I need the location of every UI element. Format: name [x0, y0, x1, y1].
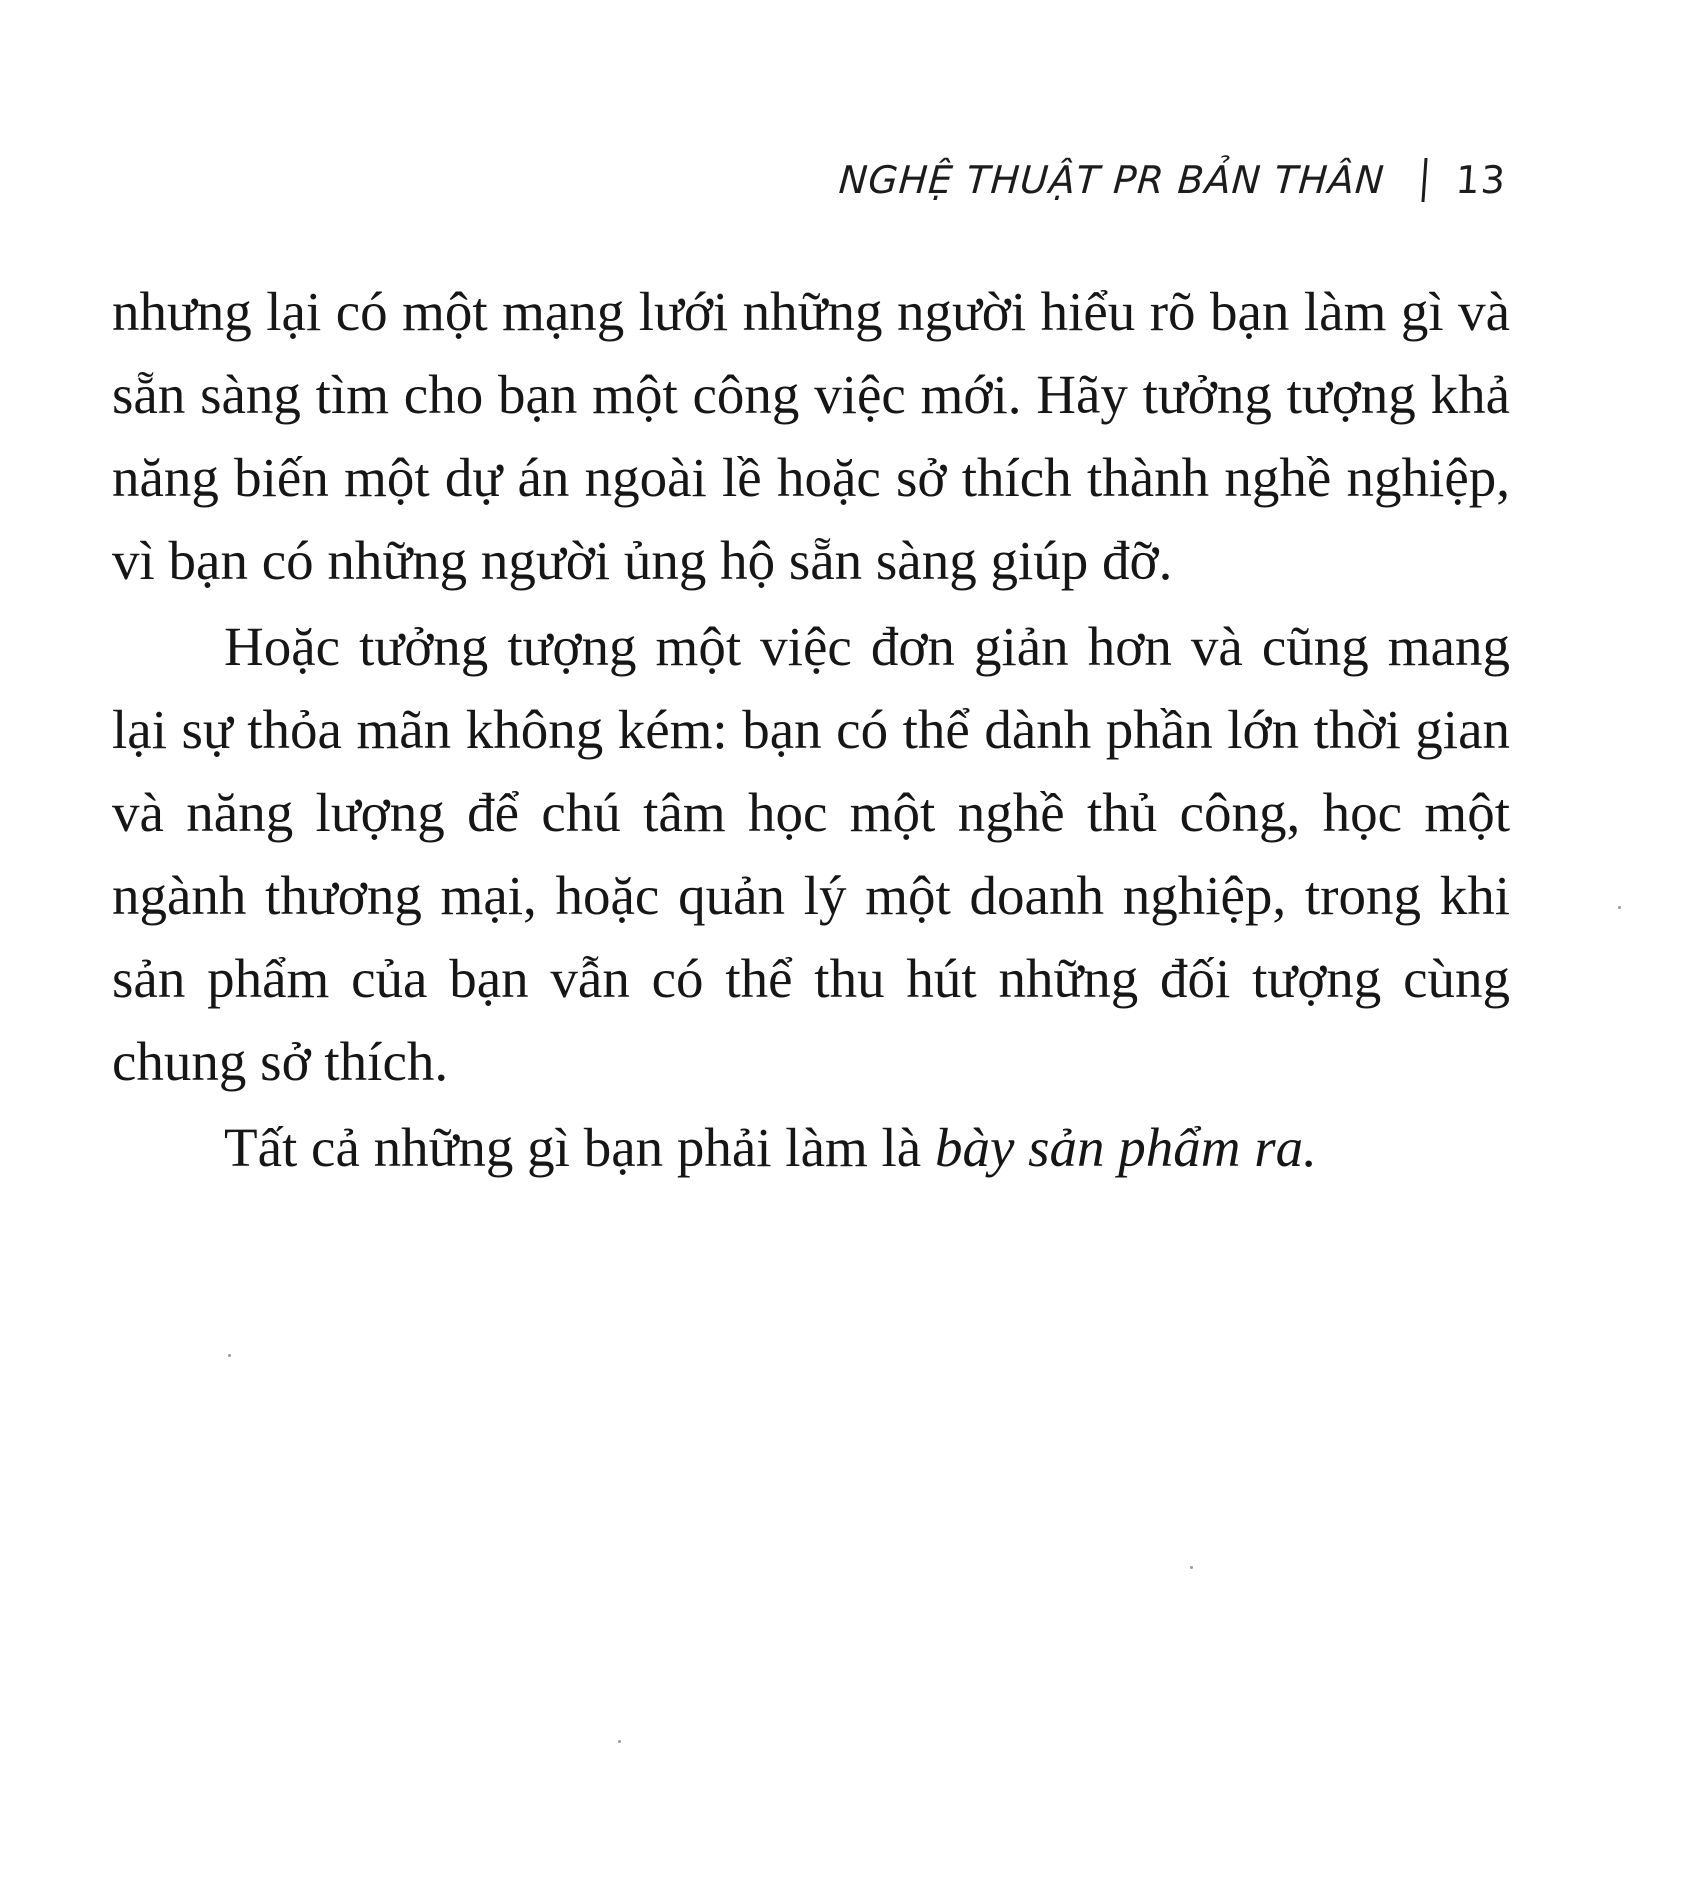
paragraph-2: Hoặc tưởng tượng một việc đơn giản hơn và cũng mang lại sự thỏa mãn không kém: bạn có thể dành phần lớn thời gian và năng lượng để chú tâm học một nghề thủ công, học một ngành thương mại, hoặc quản lý một doanh nghiệp, trong khi sản phẩm của bạn vẫn có thể thu hút những đối tượng cùng chung sở thích.	[112, 616, 1510, 1092]
scan-speck	[1618, 906, 1621, 909]
page-number: 13	[1454, 158, 1508, 202]
paragraph-3-emphasis: bày sản phẩm ra.	[934, 1117, 1317, 1178]
paragraph-3-lead: Tất cả những gì bạn phải làm là	[224, 1117, 935, 1178]
running-header	[837, 158, 1507, 202]
book-title: NGHỆ THUẬT PR BẢN THÂN	[837, 158, 1387, 202]
scan-speck	[618, 1740, 621, 1743]
paragraph-1: nhưng lại có một mạng lưới những người hiểu rõ bạn làm gì và sẵn sàng tìm cho bạn một công việc mới. Hãy tưởng tượng khả năng biến một dự án ngoài lề hoặc sở thích thành nghề nghiệp, vì bạn có những người ủng hộ sẵn sàng giúp đỡ.	[112, 281, 1510, 591]
paragraph-3	[112, 1106, 1510, 1189]
scan-speck	[228, 1354, 231, 1357]
body-text	[112, 270, 1510, 1189]
header-divider	[1421, 158, 1427, 202]
scan-speck	[1190, 1566, 1193, 1569]
